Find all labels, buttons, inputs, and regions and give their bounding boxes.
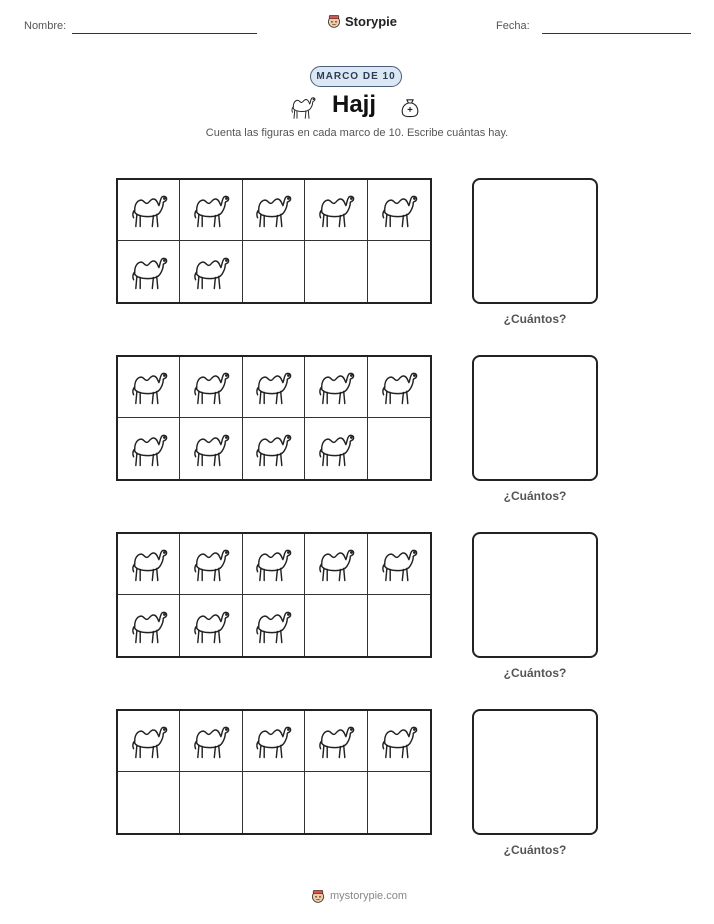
ten-frame-cell bbox=[305, 357, 367, 418]
ten-frame-cell bbox=[305, 180, 367, 241]
camel-icon bbox=[189, 604, 233, 648]
ten-frame-cell bbox=[180, 711, 242, 772]
ten-frame-cell bbox=[118, 241, 180, 302]
ten-frame-cell bbox=[368, 241, 430, 302]
ten-frame-cell bbox=[243, 534, 305, 595]
camel-icon bbox=[189, 719, 233, 763]
camel-icon bbox=[377, 365, 421, 409]
ten-frame-cell bbox=[118, 418, 180, 479]
answer-box[interactable] bbox=[472, 532, 598, 658]
question-label: ¿Cuántos? bbox=[503, 666, 567, 680]
page-title: Hajj bbox=[332, 91, 377, 118]
camel-icon bbox=[314, 427, 358, 471]
ten-frame-cell bbox=[305, 772, 367, 833]
ten-frame-cell bbox=[368, 357, 430, 418]
camel-icon bbox=[127, 365, 171, 409]
camel-icon bbox=[189, 365, 233, 409]
instructions: Cuenta las figuras en cada marco de 10. Escribe cuántas hay. bbox=[205, 127, 509, 139]
ten-frame bbox=[116, 532, 432, 658]
ten-frame-cell bbox=[368, 772, 430, 833]
camel-icon bbox=[314, 542, 358, 586]
ten-frame-cell bbox=[180, 241, 242, 302]
camel-icon bbox=[127, 188, 171, 232]
camel-icon bbox=[127, 604, 171, 648]
camel-icon bbox=[251, 427, 295, 471]
storypie-logo-icon bbox=[310, 888, 326, 904]
camel-icon bbox=[377, 719, 421, 763]
ten-frame-cell bbox=[368, 534, 430, 595]
ten-frame-cell bbox=[305, 241, 367, 302]
camel-icon bbox=[127, 542, 171, 586]
camel-icon bbox=[251, 719, 295, 763]
ten-frame-cell bbox=[305, 418, 367, 479]
camel-icon bbox=[251, 188, 295, 232]
date-label: Fecha: bbox=[496, 20, 530, 32]
ten-frame-cell bbox=[118, 357, 180, 418]
answer-box[interactable] bbox=[472, 178, 598, 304]
ten-frame-cell bbox=[118, 595, 180, 656]
camel-icon bbox=[288, 92, 318, 122]
ten-frame-cell bbox=[180, 357, 242, 418]
ten-frame-cell bbox=[118, 711, 180, 772]
brand bbox=[326, 13, 397, 29]
ten-frame-cell bbox=[243, 711, 305, 772]
ten-frame-cell bbox=[180, 772, 242, 833]
camel-icon bbox=[189, 188, 233, 232]
ten-frame-cell bbox=[180, 418, 242, 479]
worksheet-badge: MARCO DE 10 bbox=[310, 66, 402, 87]
camel-icon bbox=[314, 365, 358, 409]
ten-frame-cell bbox=[243, 772, 305, 833]
ten-frame bbox=[116, 709, 432, 835]
question-label: ¿Cuántos? bbox=[503, 489, 567, 503]
date-line[interactable] bbox=[542, 33, 691, 34]
ten-frame-cell bbox=[305, 711, 367, 772]
camel-icon bbox=[251, 542, 295, 586]
camel-icon bbox=[127, 719, 171, 763]
ten-frame-cell bbox=[243, 595, 305, 656]
camel-icon bbox=[251, 365, 295, 409]
ten-frame-cell bbox=[243, 418, 305, 479]
footer bbox=[310, 888, 407, 904]
ten-frame-cell bbox=[118, 180, 180, 241]
camel-icon bbox=[314, 188, 358, 232]
camel-icon bbox=[377, 542, 421, 586]
camel-icon bbox=[189, 542, 233, 586]
storypie-logo-icon bbox=[326, 13, 342, 29]
ten-frame-cell bbox=[368, 418, 430, 479]
camel-icon bbox=[127, 250, 171, 294]
camel-icon bbox=[189, 427, 233, 471]
ten-frame-cell bbox=[305, 595, 367, 656]
ten-frame-cell bbox=[180, 180, 242, 241]
answer-box[interactable] bbox=[472, 355, 598, 481]
ten-frame-cell bbox=[180, 595, 242, 656]
name-line[interactable] bbox=[72, 33, 257, 34]
question-label: ¿Cuántos? bbox=[503, 312, 567, 326]
footer-url: mystorypie.com bbox=[330, 890, 408, 902]
ten-frame-cell bbox=[243, 180, 305, 241]
answer-box[interactable] bbox=[472, 709, 598, 835]
ten-frame-cell bbox=[368, 595, 430, 656]
question-label: ¿Cuántos? bbox=[503, 843, 567, 857]
ten-frame-cell bbox=[118, 772, 180, 833]
camel-icon bbox=[314, 719, 358, 763]
camel-icon bbox=[251, 604, 295, 648]
ten-frame bbox=[116, 178, 432, 304]
camel-icon bbox=[377, 188, 421, 232]
camel-icon bbox=[189, 250, 233, 294]
ten-frame-cell bbox=[243, 241, 305, 302]
ten-frame-cell bbox=[243, 357, 305, 418]
ten-frame-cell bbox=[305, 534, 367, 595]
camel-icon bbox=[127, 427, 171, 471]
ten-frame-cell bbox=[368, 711, 430, 772]
name-label: Nombre: bbox=[24, 20, 67, 32]
ten-frame-cell bbox=[180, 534, 242, 595]
ten-frame-cell bbox=[368, 180, 430, 241]
bag-icon bbox=[398, 93, 422, 121]
brand-name: Storypie bbox=[345, 13, 398, 29]
ten-frame bbox=[116, 355, 432, 481]
ten-frame-cell bbox=[118, 534, 180, 595]
